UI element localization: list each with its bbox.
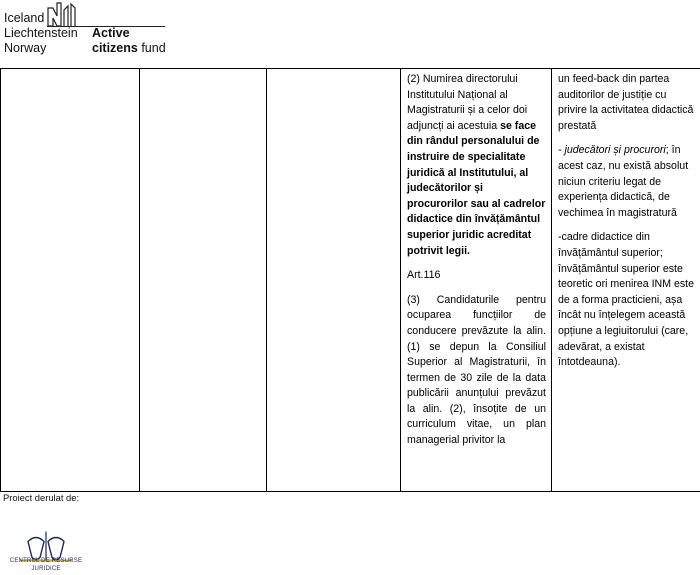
table-cell-law-text (401, 69, 552, 492)
content-table (0, 68, 700, 492)
table-cell-empty-1 (1, 69, 140, 492)
law-paragraph-1 (407, 72, 546, 259)
fund-line-2 (92, 41, 166, 56)
project-label: Proiect derulat de: (3, 492, 80, 503)
law-paragraph-1-plain: (2) Numirea directorului Institutului Național al Magistraturii și a celor doi adjuncți ai acestuia (407, 73, 528, 132)
table-cell-comments (552, 69, 700, 492)
comment-paragraph-2 (558, 143, 696, 221)
comment-paragraph-2-italic: - judecători și procurori (558, 144, 666, 157)
law-paragraph-1-bold: se face din rândul personalului de instruire de specialitate juridică al Institutului, al judecătorilor și procurorilor sau al cadrelor didactice din învățământul superior juridic acreditat potrivit legii. (407, 119, 546, 257)
active-citizens-logo-icon (47, 2, 167, 28)
law-paragraph-3: (3) Candidaturile pentru ocuparea funcțiilor de conducere prevăzute la alin. (1) se depun la Consiliul Superior al Magistraturii, în termen de 30 zile de la data publicării anunțului prevăzut la alin. (2), însoțite de un curriculum vitae, un plan managerial privitor la (407, 293, 546, 447)
comment-paragraph-3: -cadre didactice din învățământul superior; învățământul superior este teoretic ori menirea INM este de a forma practicieni, așa încât nu înțelegem această opțiune a legiuitorului (care, adevărat, a existat întotdeauna). (558, 231, 695, 369)
table-cell-empty-2 (140, 69, 267, 492)
fund-line-2-bold: citizens (92, 41, 138, 55)
table-row (1, 69, 700, 492)
table-cell-empty-3 (267, 69, 401, 492)
crj-logo-line-1: CENTRUL DE RESURSE (9, 558, 83, 564)
law-article-number: Art.116 (407, 269, 441, 282)
comment-paragraph-1: un feed-back din partea auditorilor de justiție cu privire la activitatea didactică prestată (558, 73, 694, 132)
page-header (0, 0, 700, 68)
law-text (401, 69, 551, 449)
fund-name (92, 26, 166, 56)
fund-line-1: Active (92, 26, 130, 40)
crj-logo-text (6, 557, 86, 573)
country-liechtenstein: Liechtenstein (4, 26, 78, 40)
country-iceland: Iceland (4, 11, 45, 25)
country-norway: Norway (4, 41, 47, 55)
comment-paragraph-2-rest: ; în acest caz, nu există absolut niciun criteriu legat de experiența didactică, de vechimea în magistratură (558, 144, 689, 219)
fund-line-2-rest: fund (137, 41, 166, 55)
comments-text (552, 69, 700, 371)
crj-logo-line-2: JURIDICE (31, 566, 61, 572)
